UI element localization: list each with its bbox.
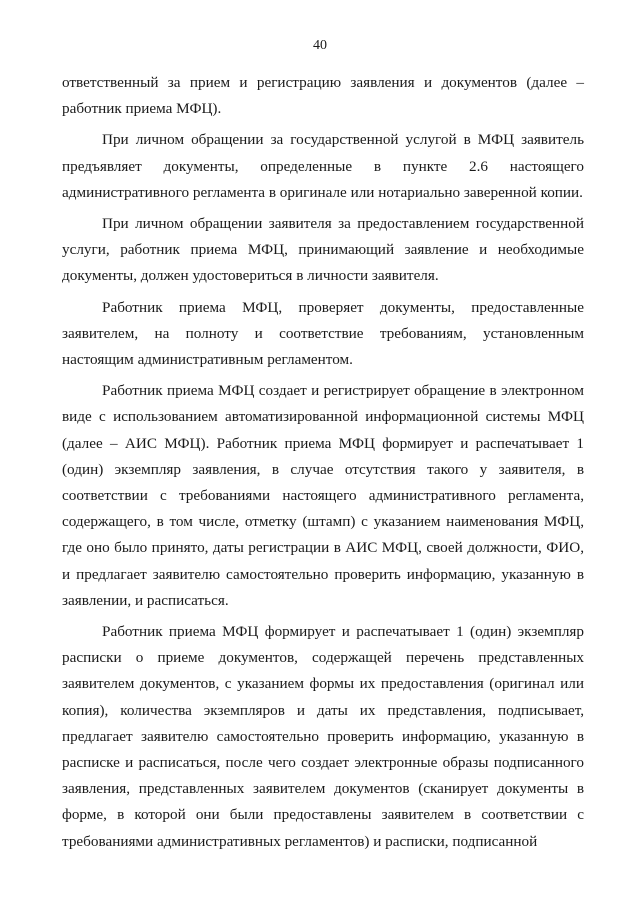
paragraph-3: При личном обращении заявителя за предоставлением государственной услуги, работник приема МФЦ, принимающий заявление и необходимые документы, должен удостовериться в личности заявителя.: [62, 215, 584, 285]
paragraph-5: Работник приема МФЦ создает и регистрирует обращение в электронном виде с использованием автоматизированной информационной системы МФЦ (далее – АИС МФЦ). Работник приема МФЦ формирует и распечатывает 1 (один) экземпляр заявления, в случае отсутствия такого у заявителя, в соответствии с требованиями настоящего административного регламента, содержащего, в том числе, отметку (штамп) с указанием наименования МФЦ, где оно было принято, даты регистрации в АИС МФЦ, своей должности, ФИО, и предлагает заявителю самостоятельно проверить информацию, указанную в заявлении, и расписаться.: [62, 382, 584, 609]
document-body: [62, 70, 584, 855]
paragraph-1: ответственный за прием и регистрацию заявления и документов (далее – работник приема МФЦ).: [62, 74, 584, 118]
paragraph-6: Работник приема МФЦ формирует и распечатывает 1 (один) экземпляр расписки о приеме документов, содержащей перечень представленных заявителем документов, с указанием формы их предоставления (оригинал или копия), количества экземпляров и даты их представления, подписывает, предлагает заявителю самостоятельно проверить информацию, указанную в расписке и расписаться, после чего создает электронные образы подписанного заявления, представленных заявителем документов (сканирует документы в форме, в которой они были предоставлены заявителем в соответствии с требованиями административных регламентов) и расписки, подписанной: [62, 623, 584, 850]
page-number: 40: [313, 38, 327, 53]
paragraph-4: Работник приема МФЦ, проверяет документы, предоставленные заявителем, на полноту и соответствие требованиям, установленным настоящим административным регламентом.: [62, 298, 584, 369]
paragraph-2: При личном обращении за государственной услугой в МФЦ заявитель предъявляет документы, определенные в пункте 2.6 настоящего административного регламента в оригинале или нотариально заверенной копии.: [62, 131, 584, 201]
